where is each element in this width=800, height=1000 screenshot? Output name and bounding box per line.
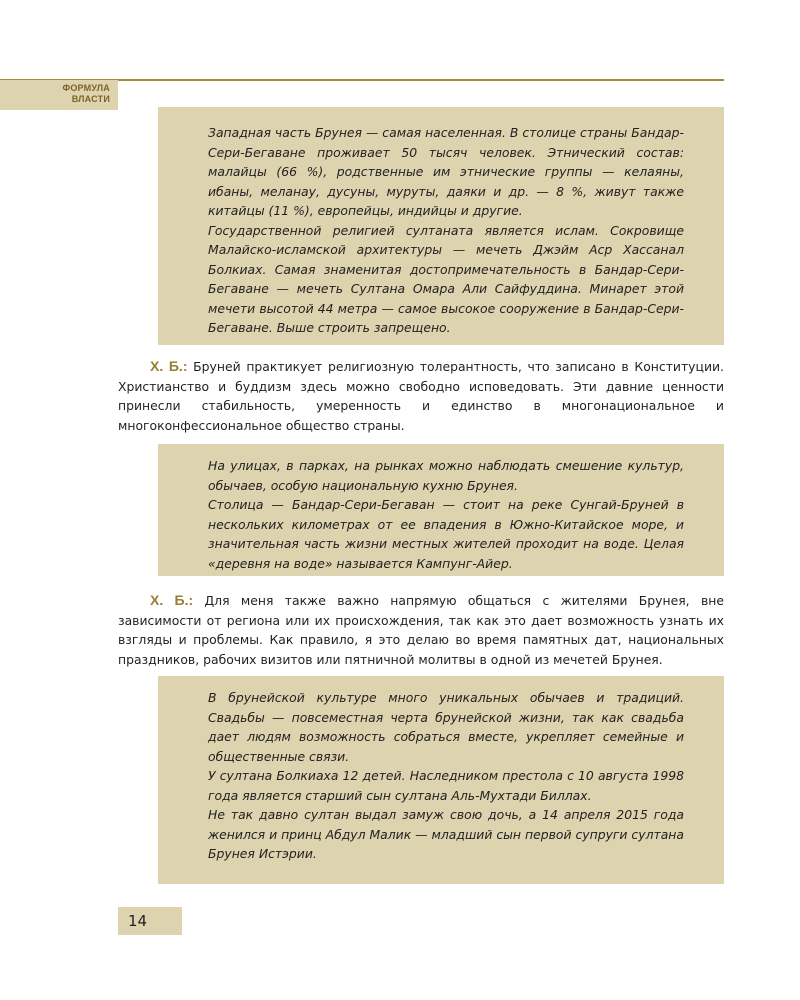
quote-paragraph: Столица — Бандар-Сери-Бегаван — стоит на реке Сунгай-Бруней в нескольких километрах от ее впадения в Южно-Китайское море, и значительная часть жизни местных жителей проходит на воде. Целая «деревня на воде» называется Кампунг-Айер. [208, 497, 684, 571]
speaker-label: Х. Б.: [150, 358, 188, 374]
answer-paragraph [118, 357, 724, 435]
answer-paragraph [118, 591, 724, 669]
quote-paragraph: Государственной религией султаната является ислам. Сокровище Малайско-исламской архитектуры — мечеть Джэйм Аср Хассанал Болкиах. Самая знаменитая достопримечательность в Бандар-Сери-Бегаване — мечеть Султана Омара Али Сайфуддина. Минарет этой мечети высотой 44 метра — самое высокое сооружение в Бандар-Сери-Бегаване. Выше строить запрещено. [208, 222, 684, 335]
quote-paragraph: В брунейской культуре много уникальных обычаев и традиций. Свадьбы — повсеместная черта брунейской жизни, так как свадьба дает людям возможность собраться вместе, укрепляет семейные и общественные связи. [208, 690, 684, 764]
interview-answer-1 [118, 357, 724, 435]
quote-paragraph: У султана Болкиаха 12 детей. Наследником престола с 10 августа 1998 года является старший сын султана Аль-Мухтади Биллах. [208, 768, 684, 803]
quote-box-1 [158, 107, 724, 345]
page-number: 14 [118, 907, 182, 935]
answer-text: Для меня также важно напрямую общаться с жителями Брунея, вне зависимости от региона или их происхождения, так как это дает возможность узнать их взгляды и проблемы. Как правило, я это делаю во время памятных дат, национальных праздников, рабочих визитов или пятничной молитвы в одной из мечетей Брунея. [118, 593, 724, 667]
interview-answer-2 [118, 591, 724, 669]
speaker-label: Х. Б.: [150, 592, 194, 608]
quote-paragraph: Не так давно султан выдал замуж свою дочь, а 14 апреля 2015 года женился и принц Абдул Малик — младший сын первой супруги султана Брунея Истэрии. [208, 807, 684, 861]
section-title-line2: ВЛАСТИ [71, 94, 110, 104]
quote-paragraph: Западная часть Брунея — самая населенная. В столице страны Бандар-Сери-Бегаване проживает 50 тысяч человек. Этнический состав: малайцы (66 %), родственные им этнические группы — келаяны, ибаны, меланау, дусуны, муруты, даяки и др. — 8 %, живут также китайцы (11 %), европейцы, индийцы и другие. [208, 125, 684, 218]
answer-text: Бруней практикует религиозную толерантность, что записано в Конституции. Христианство и буддизм здесь можно свободно исповедовать. Эти давние ценности принесли стабильность, умеренность и единство в многонациональное и многоконфессиональное общество страны. [118, 359, 724, 433]
section-header-tab [0, 80, 118, 110]
section-title-line1: ФОРМУЛА [62, 83, 110, 93]
quote-box-3 [158, 676, 724, 884]
quote-paragraph: На улицах, в парках, на рынках можно наблюдать смешение культур, обычаев, особую национальную кухню Брунея. [208, 458, 684, 493]
quote-box-2 [158, 444, 724, 576]
